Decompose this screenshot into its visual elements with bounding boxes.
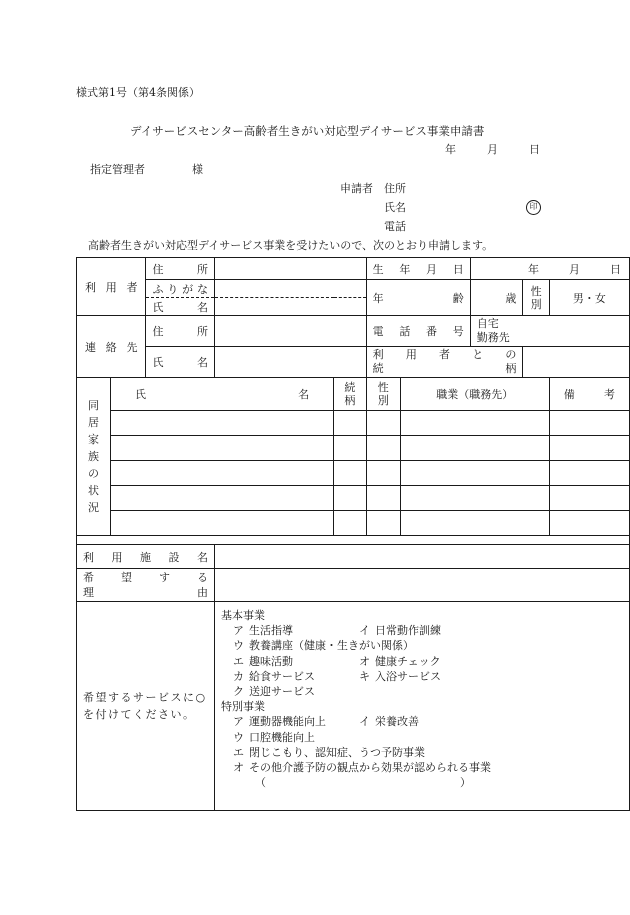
spacer-row xyxy=(77,536,630,545)
service-key: ア xyxy=(232,624,244,638)
paren-close: ） xyxy=(459,776,471,790)
user-address-label: 住 所 xyxy=(146,258,215,280)
service-label: 送迎サービス xyxy=(248,685,315,699)
seal-icon: 印 xyxy=(526,200,541,215)
contact-phone-label: 電 話 番 号 xyxy=(366,316,470,347)
applicant-name-label: 氏名 xyxy=(384,201,406,214)
user-name-label: 氏 名 xyxy=(146,298,215,316)
contact-row-name xyxy=(77,347,630,378)
service-label: 栄養改善 xyxy=(374,715,419,729)
service-item[interactable] xyxy=(221,714,623,729)
intro-text: 高齢者生きがい対応型デイサービス事業を受けたいので、次のとおり申請します。 xyxy=(88,239,494,252)
other-parens[interactable] xyxy=(221,775,471,790)
form-number: 様式第1号（第4条関係） xyxy=(76,86,200,99)
contact-relation-label: 利 用 者 と の 続 柄 xyxy=(366,347,523,378)
contact-address-label: 住 所 xyxy=(146,316,215,347)
contact-row-address xyxy=(77,316,630,347)
facility-label: 利 用 施 設 名 xyxy=(77,545,215,569)
family-row xyxy=(77,461,630,486)
form-title: デイサービスセンター高齢者生きがい対応型デイサービス事業申請書 xyxy=(130,124,485,138)
user-age-label: 年 齢 xyxy=(366,280,470,316)
user-birth-field[interactable] xyxy=(470,258,629,280)
service-key: ウ xyxy=(232,730,244,744)
applicant-address-label: 住所 xyxy=(384,182,406,195)
user-furigana-field[interactable] xyxy=(214,280,366,298)
services-list[interactable] xyxy=(214,602,629,811)
user-label: 利 用 者 xyxy=(85,280,138,294)
seal-mark xyxy=(526,199,541,215)
contact-phone-field[interactable] xyxy=(470,316,629,347)
applicant-phone-label: 電話 xyxy=(384,220,406,233)
service-key: ウ xyxy=(232,639,244,653)
services-label: 希望するサービスに○を付けてください。 xyxy=(77,602,215,811)
service-item[interactable] xyxy=(221,654,623,669)
addressee-label: 指定管理者 xyxy=(90,163,145,176)
birth-day: 日 xyxy=(610,262,621,276)
service-label: 教養講座（健康・生きがい関係） xyxy=(248,639,414,653)
paren-open: （ xyxy=(254,776,266,790)
contact-work: 勤務先 xyxy=(476,331,510,344)
service-label: 給食サービス xyxy=(248,669,315,683)
family-row xyxy=(77,436,630,461)
service-label: 口腔機能向上 xyxy=(248,730,315,744)
services-row xyxy=(77,602,630,811)
family-col-job: 職業（職務先） xyxy=(400,378,549,411)
addressee xyxy=(90,161,203,177)
age-unit: 歳 xyxy=(505,291,517,305)
user-address-field[interactable] xyxy=(214,258,366,280)
service-label: その他介護予防の観点から効果が認められる事業 xyxy=(248,761,491,775)
family-col-relation: 続 柄 xyxy=(334,378,367,411)
family-header-row xyxy=(77,378,630,411)
family-row xyxy=(77,411,630,436)
user-label-cell xyxy=(77,258,146,316)
user-age-field[interactable] xyxy=(470,280,523,316)
service-key: イ xyxy=(358,624,370,638)
applicant-label: 申請者 xyxy=(340,182,373,195)
family-label-cell xyxy=(77,378,111,536)
special-service-list xyxy=(221,714,623,775)
basic-title: 基本事業 xyxy=(220,609,265,622)
user-row-address xyxy=(77,258,630,280)
contact-label: 連 絡 先 xyxy=(85,340,138,354)
service-label: 生活指導 xyxy=(248,624,293,638)
birth-month: 月 xyxy=(569,262,580,276)
special-title: 特別事業 xyxy=(220,700,265,714)
reason-row xyxy=(77,569,630,602)
service-key: ア xyxy=(232,715,244,729)
contact-name-field[interactable] xyxy=(214,347,366,378)
family-col-sex: 性 別 xyxy=(366,378,400,411)
service-key: オ xyxy=(232,761,244,775)
date-line xyxy=(445,141,540,157)
family-col-name: 氏 名 xyxy=(111,378,334,411)
facility-field[interactable] xyxy=(214,545,629,569)
application-form-table xyxy=(76,257,630,811)
contact-name-label: 氏 名 xyxy=(146,347,215,378)
service-label: 入浴サービス xyxy=(374,669,441,683)
service-key: カ xyxy=(232,669,244,683)
addressee-honorific: 様 xyxy=(192,163,203,176)
basic-service-list xyxy=(221,623,623,699)
service-item[interactable] xyxy=(221,684,623,699)
service-label: 健康チェック xyxy=(374,654,441,668)
service-item[interactable] xyxy=(221,623,623,638)
service-item[interactable] xyxy=(221,638,623,653)
service-label: 閉じこもり、認知症、うつ予防事業 xyxy=(248,745,425,759)
service-item[interactable] xyxy=(221,760,623,775)
service-key: ク xyxy=(232,685,244,699)
service-key: オ xyxy=(358,654,370,668)
reason-field[interactable] xyxy=(214,569,629,602)
service-label: 日常動作訓練 xyxy=(374,624,441,638)
contact-relation-field[interactable] xyxy=(523,347,630,378)
service-item[interactable] xyxy=(221,745,623,760)
user-furigana-label: ふ り が な xyxy=(146,280,215,298)
user-sex-label: 性 別 xyxy=(523,280,549,316)
service-key: イ xyxy=(358,715,370,729)
date-year: 年 xyxy=(445,143,456,156)
user-birth-label: 生 年 月 日 xyxy=(366,258,470,280)
date-day: 日 xyxy=(529,143,540,156)
service-label: 運動器機能向上 xyxy=(248,715,326,729)
service-key: エ xyxy=(232,654,244,668)
reason-label: 希 望 す る 理 由 xyxy=(77,569,215,602)
birth-year: 年 xyxy=(528,262,539,276)
family-row xyxy=(77,511,630,536)
family-label: 同 居 家 族 の 状 況 xyxy=(88,399,100,514)
family-row xyxy=(77,486,630,511)
service-label: 趣味活動 xyxy=(248,654,293,668)
family-col-note: 備 考 xyxy=(549,378,629,411)
service-key: エ xyxy=(232,745,244,759)
contact-label-cell xyxy=(77,316,146,378)
service-item[interactable] xyxy=(221,730,623,745)
date-month: 月 xyxy=(487,143,498,156)
service-item[interactable] xyxy=(221,669,623,684)
user-name-field[interactable] xyxy=(214,298,366,316)
contact-address-field[interactable] xyxy=(214,316,366,347)
user-sex-options[interactable]: 男・女 xyxy=(549,280,629,316)
service-key: キ xyxy=(358,669,370,683)
facility-row xyxy=(77,545,630,569)
contact-home: 自宅 xyxy=(476,317,499,330)
user-row-furigana xyxy=(77,280,630,298)
